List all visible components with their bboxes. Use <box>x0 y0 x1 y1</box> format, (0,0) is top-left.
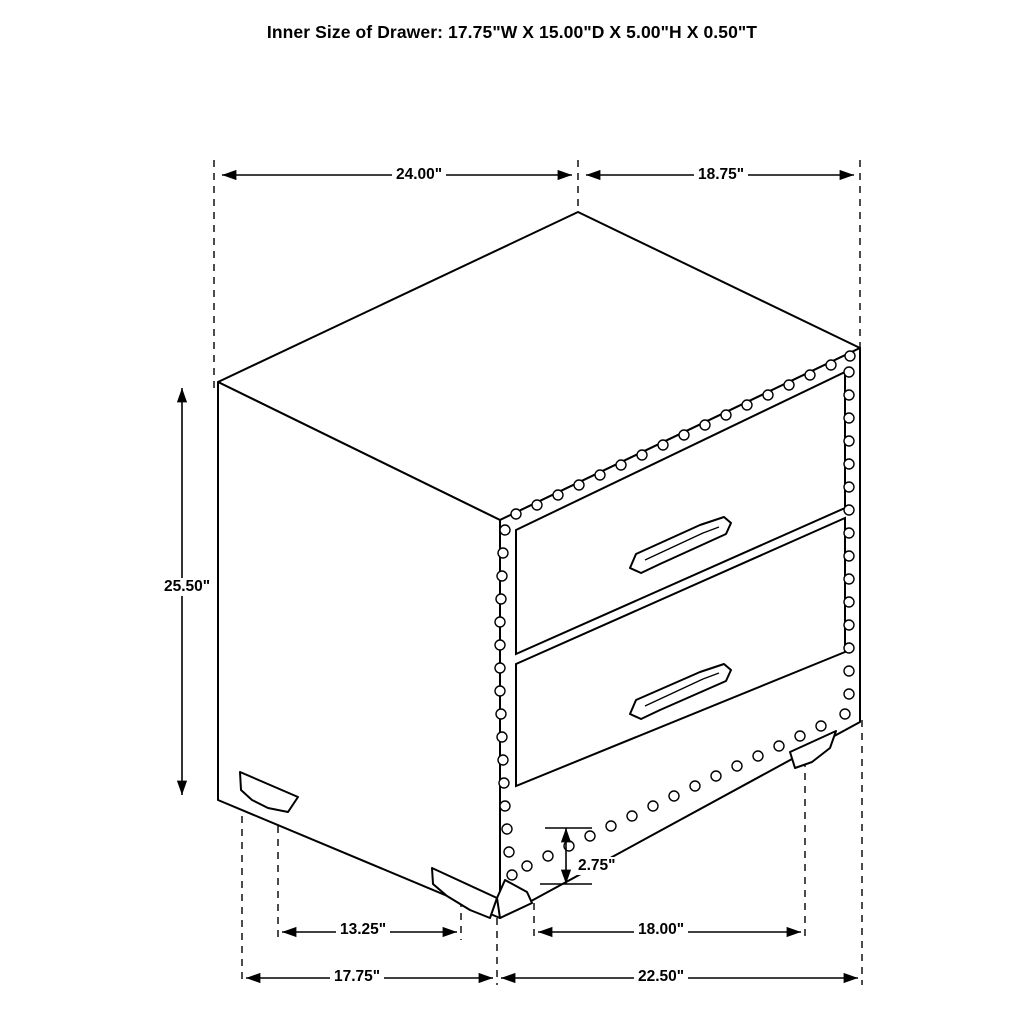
dim-label-bottom-mid-left: 13.25" <box>336 921 390 939</box>
dim-label-top-left: 24.00" <box>392 166 446 184</box>
dim-label-bottom-mid-right: 18.00" <box>634 921 688 939</box>
dim-label-leg-height: 2.75" <box>574 857 620 875</box>
dim-label-height: 25.50" <box>160 578 214 596</box>
dim-label-top-right: 18.75" <box>694 166 748 184</box>
page-title: Inner Size of Drawer: 17.75"W X 15.00"D X 5.00"H X 0.50"T <box>266 22 758 42</box>
dim-label-bottom-outer-left: 17.75" <box>330 968 384 986</box>
dim-label-bottom-outer-right: 22.50" <box>634 968 688 986</box>
